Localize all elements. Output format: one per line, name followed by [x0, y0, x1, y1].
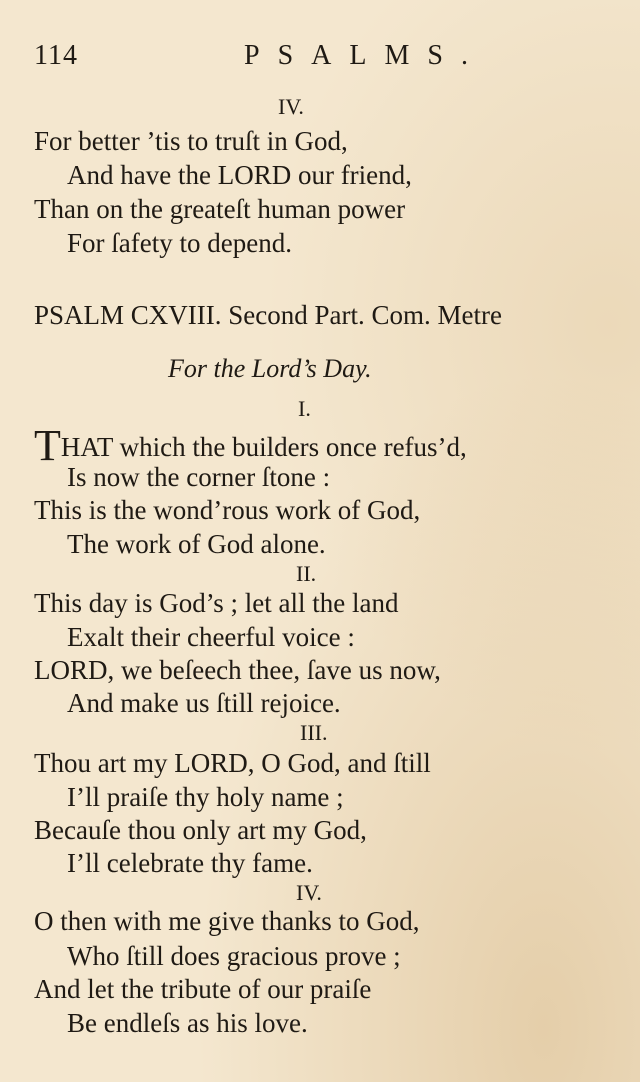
verse-line: I’ll praiſe thy holy name ; [67, 782, 344, 812]
verse-line: Who ſtill does gracious prove ; [67, 941, 401, 971]
stanza-numeral: III. [300, 720, 328, 745]
verse-line: O then with me give thanks to God, [34, 906, 420, 936]
psalm-subtitle: For the Lord’s Day. [168, 354, 372, 383]
verse-line: This day is God’s ; let all the land [34, 588, 399, 618]
stanza-numeral: IV. [278, 94, 304, 119]
psalm-title [34, 300, 502, 331]
verse-line: Becauſe thou only art my God, [34, 815, 367, 845]
stanza-numeral: I. [298, 396, 311, 421]
verse-line-rest: HAT which the builders once refus’d, [60, 432, 467, 462]
verse-line: And have the LORD our friend, [67, 160, 412, 190]
verse-line: Is now the corner ſtone : [67, 462, 331, 492]
verse-line: Exalt their cheerful voice : [67, 622, 355, 652]
verse-line: The work of God alone. [67, 529, 326, 559]
psalm-title-rest: CXVIII. Second Part. Com. Metre [130, 300, 502, 330]
page-number: 114 [34, 40, 78, 71]
stanza-numeral: II. [296, 561, 317, 586]
verse-line: Be endleſs as his love. [67, 1008, 308, 1038]
verse-line: Than on the greateſt human power [34, 194, 406, 224]
verse-line: This is the wond’rous work of God, [34, 495, 421, 525]
verse-line: LORD, we beſeech thee, ſave us now, [34, 655, 441, 685]
verse-line: Thou art my LORD, O God, and ſtill [34, 748, 431, 778]
psalm-title-word: PSALM [34, 300, 125, 330]
drop-cap: T [34, 421, 61, 470]
verse-line: For ſafety to depend. [67, 228, 292, 258]
verse-line: And let the tribute of our praiſe [34, 974, 372, 1004]
page-header [34, 40, 614, 80]
verse-line: I’ll celebrate thy fame. [67, 848, 313, 878]
stanza-numeral: IV. [296, 880, 322, 905]
verse-line: For better ’tis to truſt in God, [34, 126, 348, 156]
running-title: PSALMS. [244, 40, 486, 71]
verse-line: And make us ſtill rejoice. [67, 688, 341, 718]
